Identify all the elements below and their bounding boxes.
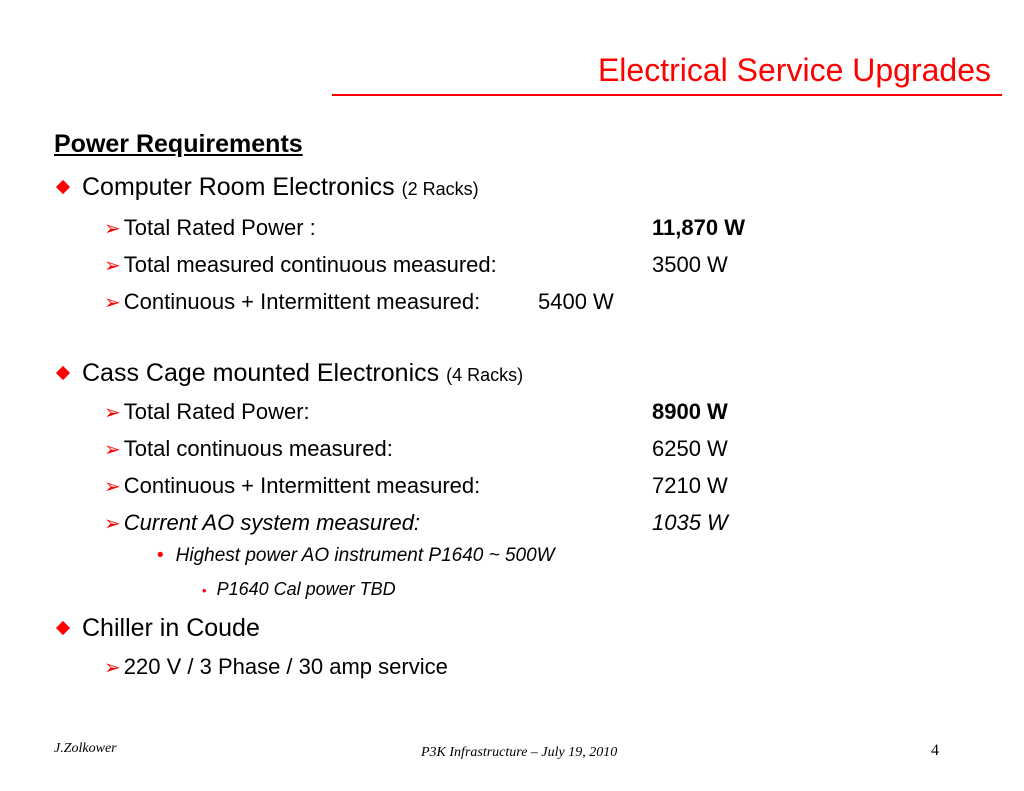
arrow-bullet-icon: ➢: [104, 513, 121, 535]
footer-author: J.Zolkower: [54, 741, 117, 756]
item-value: 3500 W: [652, 252, 728, 277]
bullet-label: Chiller in Coude: [82, 614, 260, 642]
arrow-bullet-icon: ➢: [104, 402, 121, 424]
sub-item-total-continuous: [104, 436, 393, 462]
arrow-bullet-icon: ➢: [104, 439, 121, 461]
bullet-note: (4 Racks): [446, 365, 524, 385]
section-heading: Power Requirements: [54, 130, 303, 158]
sub-sub-item-p1640: [157, 545, 555, 567]
sub-sub-sub-item-p1640-cal: [202, 579, 396, 600]
bullet-note: (2 Racks): [401, 179, 479, 199]
item-label: Total Rated Power:: [123, 399, 310, 424]
item-value: 5400 W: [538, 289, 614, 314]
bullet-chiller: [54, 614, 260, 643]
item-label: Continuous + Intermittent measured:: [123, 289, 481, 314]
sub-item-total-rated-power: [104, 215, 316, 241]
arrow-bullet-icon: ➢: [104, 218, 121, 240]
bullet-label: Cass Cage mounted Electronics: [82, 359, 440, 387]
bullet-cass-cage: [54, 359, 523, 388]
item-value: 6250 W: [652, 436, 728, 461]
sub-item-total-rated-power: [104, 399, 310, 425]
item-label: 220 V / 3 Phase / 30 amp service: [123, 654, 448, 679]
diamond-bullet-icon: [56, 621, 70, 635]
diamond-bullet-icon: [56, 180, 70, 194]
sub-item-continuous-intermittent: [104, 473, 480, 499]
item-label: Highest power AO instrument P1640 ~ 500W: [175, 545, 555, 566]
item-label: Total measured continuous measured:: [123, 252, 497, 277]
slide-title: Electrical Service Upgrades: [597, 52, 991, 88]
arrow-bullet-icon: ➢: [104, 657, 121, 679]
item-label: Current AO system measured:: [123, 510, 421, 535]
dot-bullet-icon: •: [157, 545, 164, 566]
sub-item-total-measured: [104, 252, 497, 278]
sub-item-continuous-intermittent: [104, 289, 480, 315]
item-value: 8900 W: [652, 399, 728, 424]
title-underline: [332, 94, 1002, 96]
item-value: 11,870 W: [652, 215, 745, 240]
bullet-computer-room: [54, 173, 479, 202]
arrow-bullet-icon: ➢: [104, 255, 121, 277]
arrow-bullet-icon: ➢: [104, 476, 121, 498]
item-value: 1035 W: [652, 510, 728, 535]
item-label: Continuous + Intermittent measured:: [123, 473, 481, 498]
bullet-label: Computer Room Electronics: [82, 173, 395, 201]
item-value: 7210 W: [652, 473, 728, 498]
page-number: 4: [931, 742, 939, 759]
dot-bullet-icon: •: [202, 583, 207, 598]
item-label: Total Rated Power :: [123, 215, 316, 240]
sub-item-service: [104, 654, 448, 680]
item-label: Total continuous measured:: [123, 436, 393, 461]
sub-item-current-ao: [104, 510, 420, 536]
arrow-bullet-icon: ➢: [104, 292, 121, 314]
footer-center: P3K Infrastructure – July 19, 2010: [421, 745, 618, 760]
item-label: P1640 Cal power TBD: [216, 579, 396, 599]
diamond-bullet-icon: [56, 366, 70, 380]
